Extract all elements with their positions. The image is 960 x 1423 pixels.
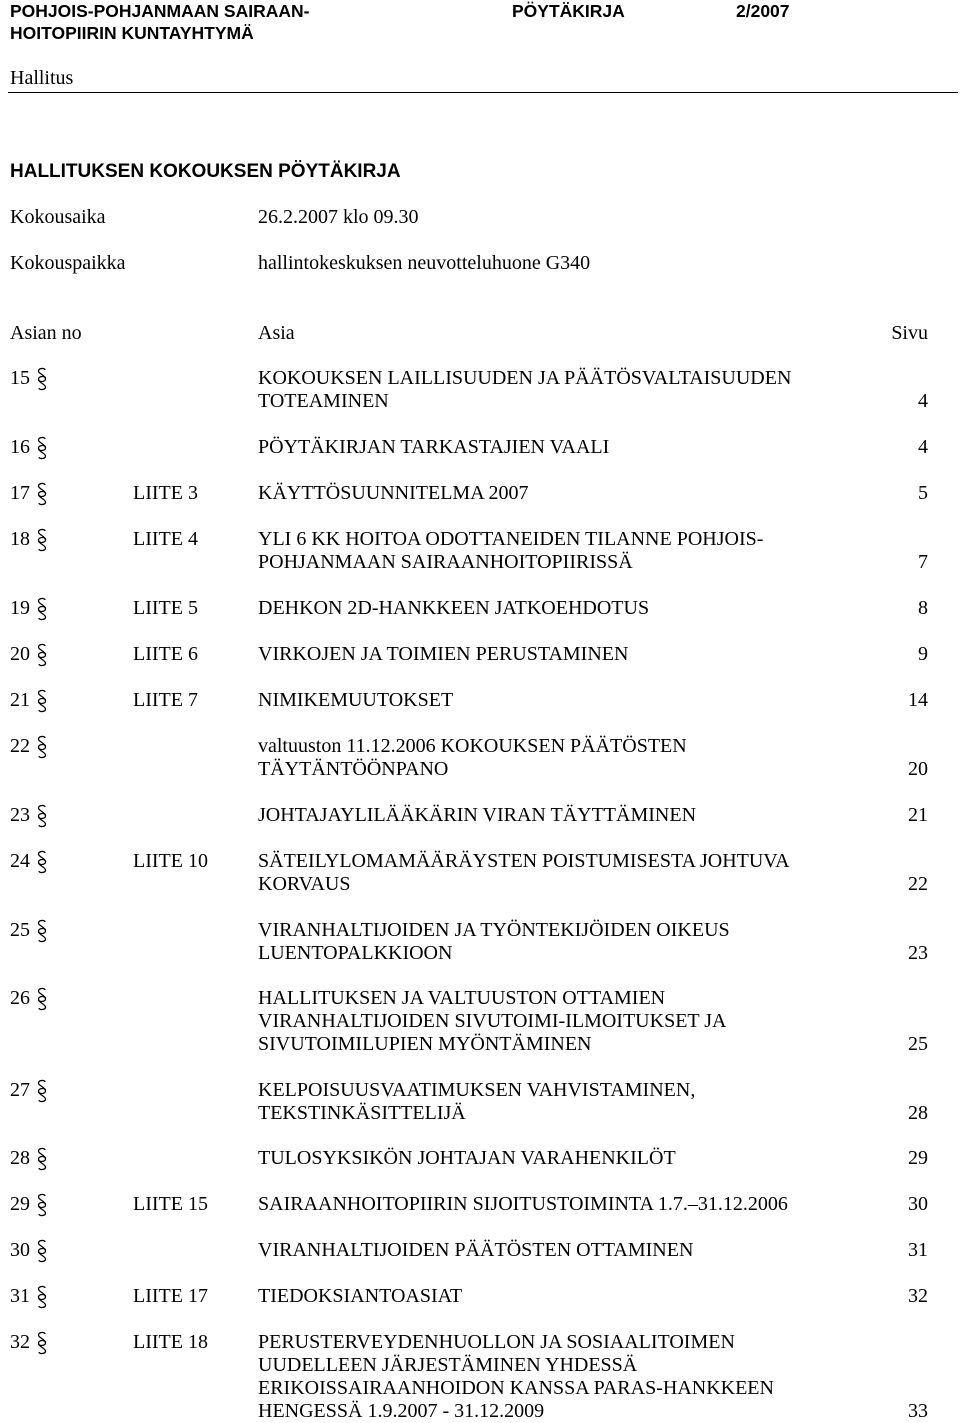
- agenda-item-subject: [258, 987, 888, 1056]
- agenda-item-subject-line: TEKSTINKÄSITTELIJÄ: [258, 1102, 466, 1124]
- section-sign-icon: [35, 919, 49, 942]
- agenda-item-subject-line: ERIKOISSAIRAANHOIDON KANSSA PARAS-HANKKEEN: [258, 1377, 774, 1399]
- agenda-item-page: 14: [908, 689, 928, 711]
- agenda-item-subject-line: KOKOUKSEN LAILLISUUDEN JA PÄÄTÖSVALTAISUUDEN: [258, 367, 792, 389]
- agenda-item-subject-line: KÄYTTÖSUUNNITELMA 2007: [258, 482, 529, 504]
- governing-body: Hallitus: [10, 67, 74, 89]
- agenda-item-subject-line: VIRKOJEN JA TOIMIEN PERUSTAMINEN: [258, 643, 629, 665]
- agenda-item-subject-line: SIVUTOIMILUPIEN MYÖNTÄMINEN: [258, 1033, 592, 1055]
- agenda-item-attachment: LIITE 7: [133, 689, 198, 711]
- agenda-item-subject-line: DEHKON 2D-HANKKEEN JATKOEHDOTUS: [258, 597, 650, 619]
- organization-name: [10, 0, 309, 44]
- section-sign-icon: [35, 689, 49, 712]
- agenda-item-number: 27: [10, 1079, 30, 1101]
- agenda-item-page: 4: [918, 436, 928, 458]
- section-sign-icon: [35, 804, 49, 827]
- section-sign-icon: [35, 436, 49, 459]
- section-sign-icon: [35, 482, 49, 505]
- agenda-item-number: 18: [10, 528, 30, 550]
- agenda-item-subject-line: PÖYTÄKIRJAN TARKASTAJIEN VAALI: [258, 436, 610, 458]
- agenda-item-subject-line: SAIRAANHOITOPIIRIN SIJOITUSTOIMINTA 1.7.–31.12.2006: [258, 1193, 788, 1215]
- agenda-item-page: 28: [908, 1102, 928, 1124]
- agenda-item-subject: [258, 643, 888, 666]
- agenda-item-subject-line: VIRANHALTIJOIDEN JA TYÖNTEKIJÖIDEN OIKEUS: [258, 919, 730, 941]
- document-number: 2/2007: [736, 1, 790, 21]
- agenda-item-subject-line: JOHTAJAYLILÄÄKÄRIN VIRAN TÄYTTÄMINEN: [258, 804, 697, 826]
- agenda-item-subject: [258, 597, 888, 620]
- organization-name-line2: HOITOPIIRIN KUNTAYHTYMÄ: [10, 23, 254, 43]
- agenda-item-page: 7: [918, 551, 928, 573]
- agenda-item-subject: [258, 804, 888, 827]
- agenda-item-subject-line: TÄYTÄNTÖÖNPANO: [258, 758, 449, 780]
- agenda-item-subject-line: TIEDOKSIANTOASIAT: [258, 1285, 463, 1307]
- section-sign-icon: [35, 1239, 49, 1262]
- agenda-item-page: 30: [908, 1193, 928, 1215]
- agenda-item-number: 24: [10, 850, 30, 872]
- agenda-item-page: 33: [908, 1400, 928, 1422]
- agenda-item-attachment: LIITE 10: [133, 850, 208, 872]
- agenda-item-subject: [258, 1285, 888, 1308]
- agenda-item-number: 31: [10, 1285, 30, 1307]
- agenda-item-subject-line: PERUSTERVEYDENHUOLLON JA SOSIAALITOIMEN: [258, 1331, 735, 1353]
- column-header-item-number: Asian no: [10, 322, 82, 344]
- section-sign-icon: [35, 1079, 49, 1102]
- section-sign-icon: [35, 735, 49, 758]
- agenda-item-attachment: LIITE 4: [133, 528, 198, 550]
- agenda-item-subject: [258, 528, 888, 574]
- agenda-item-number: 16: [10, 436, 30, 458]
- agenda-item-page: 9: [918, 643, 928, 665]
- agenda-item-page: 8: [918, 597, 928, 619]
- agenda-item-attachment: LIITE 18: [133, 1331, 208, 1353]
- agenda-item-subject-line: POHJANMAAN SAIRAANHOITOPIIRISSÄ: [258, 551, 633, 573]
- header-divider: [8, 92, 958, 93]
- agenda-item-page: 32: [908, 1285, 928, 1307]
- document-type: PÖYTÄKIRJA: [512, 1, 625, 21]
- agenda-item-subject-line: VIRANHALTIJOIDEN PÄÄTÖSTEN OTTAMINEN: [258, 1239, 694, 1261]
- agenda-item-page: 25: [908, 1033, 928, 1055]
- agenda-item-subject-line: YLI 6 KK HOITOA ODOTTANEIDEN TILANNE POHJOIS-: [258, 528, 764, 550]
- agenda-item-number: 28: [10, 1147, 30, 1169]
- section-sign-icon: [35, 1331, 49, 1354]
- agenda-item-subject: [258, 735, 888, 781]
- section-sign-icon: [35, 1147, 49, 1170]
- agenda-item-subject-line: HALLITUKSEN JA VALTUUSTON OTTAMIEN: [258, 987, 666, 1009]
- section-sign-icon: [35, 850, 49, 873]
- agenda-item-attachment: LIITE 15: [133, 1193, 208, 1215]
- agenda-item-subject-line: TOTEAMINEN: [258, 390, 389, 412]
- agenda-item-page: 22: [908, 873, 928, 895]
- agenda-item-subject: [258, 1193, 888, 1216]
- section-sign-icon: [35, 1193, 49, 1216]
- agenda-item-attachment: LIITE 17: [133, 1285, 208, 1307]
- page-title: HALLITUKSEN KOKOUKSEN PÖYTÄKIRJA: [10, 161, 401, 182]
- section-sign-icon: [35, 597, 49, 620]
- agenda-item-number: 20: [10, 643, 30, 665]
- section-sign-icon: [35, 528, 49, 551]
- meeting-place-value: hallintokeskuksen neuvotteluhuone G340: [258, 252, 591, 274]
- agenda-item-subject: [258, 1239, 888, 1262]
- agenda-item-subject-line: KELPOISUUSVAATIMUKSEN VAHVISTAMINEN,: [258, 1079, 696, 1101]
- agenda-item-number: 19: [10, 597, 30, 619]
- agenda-item-subject: [258, 850, 888, 896]
- agenda-item-subject-line: KORVAUS: [258, 873, 351, 895]
- agenda-item-page: 20: [908, 758, 928, 780]
- agenda-item-number: 17: [10, 482, 30, 504]
- agenda-item-page: 29: [908, 1147, 928, 1169]
- agenda-item-subject-line: NIMIKEMUUTOKSET: [258, 689, 454, 711]
- agenda-item-number: 25: [10, 919, 30, 941]
- agenda-item-page: 4: [918, 390, 928, 412]
- agenda-item-subject: [258, 919, 888, 965]
- agenda-item-subject-line: TULOSYKSIKÖN JOHTAJAN VARAHENKILÖT: [258, 1147, 676, 1169]
- meeting-place-label: Kokouspaikka: [10, 252, 126, 274]
- agenda-item-attachment: LIITE 5: [133, 597, 198, 619]
- agenda-item-subject: [258, 1079, 888, 1125]
- agenda-item-page: 5: [918, 482, 928, 504]
- agenda-item-subject-line: valtuuston 11.12.2006 KOKOUKSEN PÄÄTÖSTEN: [258, 735, 687, 757]
- agenda-item-subject-line: VIRANHALTIJOIDEN SIVUTOIMI-ILMOITUKSET JA: [258, 1010, 727, 1032]
- agenda-item-number: 23: [10, 804, 30, 826]
- section-sign-icon: [35, 367, 49, 390]
- agenda-item-subject-line: HENGESSÄ 1.9.2007 - 31.12.2009: [258, 1400, 545, 1422]
- agenda-item-attachment: LIITE 6: [133, 643, 198, 665]
- agenda-item-subject: [258, 689, 888, 712]
- agenda-item-number: 21: [10, 689, 30, 711]
- section-sign-icon: [35, 1285, 49, 1308]
- agenda-item-number: 30: [10, 1239, 30, 1261]
- agenda-item-subject: [258, 482, 888, 505]
- agenda-item-number: 32: [10, 1331, 30, 1353]
- agenda-item-number: 22: [10, 735, 30, 757]
- agenda-item-page: 21: [908, 804, 928, 826]
- section-sign-icon: [35, 987, 49, 1010]
- agenda-item-subject: [258, 367, 888, 413]
- agenda-item-attachment: LIITE 3: [133, 482, 198, 504]
- agenda-item-subject-line: UUDELLEEN JÄRJESTÄMINEN YHDESSÄ: [258, 1354, 638, 1376]
- column-header-subject: Asia: [258, 322, 295, 344]
- column-header-page: Sivu: [891, 322, 928, 344]
- agenda-item-subject-line: LUENTOPALKKIOON: [258, 942, 453, 964]
- agenda-item-number: 15: [10, 367, 30, 389]
- agenda-item-page: 31: [908, 1239, 928, 1261]
- agenda-item-subject: [258, 1331, 888, 1423]
- organization-name-line1: POHJOIS-POHJANMAAN SAIRAAN-: [10, 1, 310, 21]
- agenda-item-subject: [258, 1147, 888, 1170]
- agenda-item-page: 23: [908, 942, 928, 964]
- agenda-item-number: 26: [10, 987, 30, 1009]
- meeting-time-value: 26.2.2007 klo 09.30: [258, 206, 419, 228]
- section-sign-icon: [35, 643, 49, 666]
- agenda-item-subject-line: SÄTEILYLOMAMÄÄRÄYSTEN POISTUMISESTA JOHTUVA: [258, 850, 790, 872]
- agenda-item-number: 29: [10, 1193, 30, 1215]
- meeting-time-label: Kokousaika: [10, 206, 106, 228]
- agenda-item-subject: [258, 436, 888, 459]
